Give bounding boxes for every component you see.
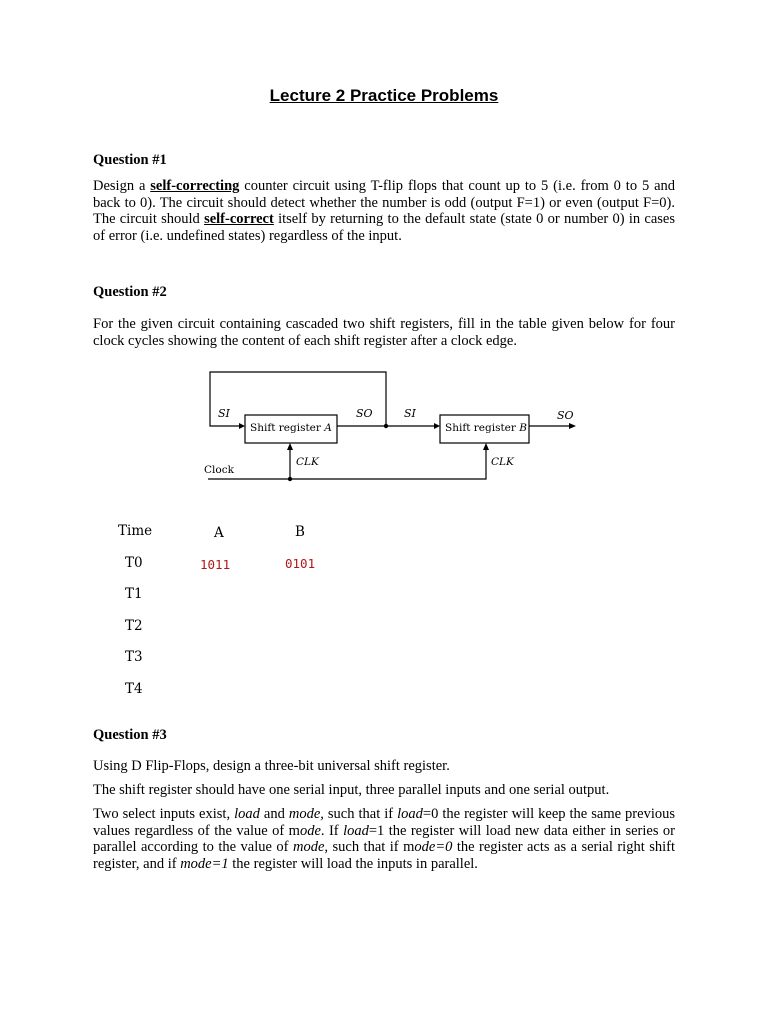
q3-text-part: . If [320, 822, 344, 839]
reg-b-name: B [519, 422, 527, 434]
arrow-b-input [434, 423, 440, 429]
question-2-text: For the given circuit containing cascaded two shift registers, fill in the table given below for four clock cycles showing the content of each shift register after a clock edge. [93, 316, 675, 349]
q3-term-load: load [397, 806, 423, 822]
shift-register-diagram [198, 364, 588, 488]
q3-term-mode-1: mode=1 [180, 855, 229, 872]
q3-text-part: the register will load the inputs in parallel. [228, 855, 478, 872]
reg-b-text: Shift register [445, 422, 516, 434]
q1-text-part: counter circuit using T-flip flops that count up to 5 (i.e. from 0 to 5 and back to 0). The circuit should detect whether the number is odd (output F=1) or even (output F=0). The circuit should [93, 178, 676, 227]
table-row-time: T2 [125, 618, 143, 634]
q3-text-part: such that if [323, 806, 398, 822]
q1-keyword-self-correcting: self-correcting [150, 178, 240, 194]
q3-term-mode: ode [299, 822, 321, 839]
q1-text-part: itself by returning to the default state (state 0 or number 0) in cases of error (i.e. undefined states) regardless of the input. [93, 211, 675, 244]
table-row-time: T1 [125, 586, 143, 602]
question-1-text [93, 178, 675, 244]
junction-dot [384, 424, 388, 428]
q1-text-part: Design a [93, 178, 151, 194]
q3-text-part: Two select inputs exist, [93, 806, 235, 822]
q3-term-mode: mode [292, 839, 325, 855]
reg-a-name: A [324, 422, 332, 434]
label-register-a [250, 422, 332, 434]
reg-a-text: Shift register [250, 422, 321, 434]
q3-term-mode: mode, [288, 806, 324, 822]
arrow-a-input [239, 423, 245, 429]
label-si-a: SI [218, 407, 230, 420]
table-row-time: T0 [125, 555, 143, 571]
arrow-clk-a [287, 443, 293, 450]
label-clk-a: CLK [296, 456, 319, 468]
table-cell-b: 0101 [285, 556, 316, 571]
q3-text-part: the register acts as a serial right shift register, and if [93, 839, 675, 872]
label-si-b: SI [404, 407, 416, 420]
label-register-b [445, 422, 527, 434]
q3-term-load: load [343, 822, 369, 839]
clock-junction-dot [288, 477, 292, 481]
q3-text-part: , such that if m [324, 839, 415, 855]
page-title: Lecture 2 Practice Problems [269, 86, 499, 105]
q1-keyword-self-correct: self-correct [204, 211, 274, 227]
table-header-a: A [214, 525, 224, 541]
question-3-paragraph-3 [93, 806, 675, 872]
question-3-paragraph-2: The shift register should have one serial input, three parallel inputs and one serial output. [93, 782, 610, 798]
arrow-clk-b [483, 443, 489, 450]
table-header-b: B [295, 524, 305, 540]
table-row-time: T4 [125, 681, 143, 697]
table-row-time: T3 [125, 649, 143, 665]
label-so-b: SO [557, 409, 574, 422]
label-clock: Clock [204, 464, 234, 476]
arrow-output [569, 423, 576, 429]
clock-wire [208, 448, 486, 479]
question-3-heading: Question #3 [93, 727, 167, 743]
q3-text-part: and [259, 806, 289, 822]
question-2-heading: Question #2 [93, 284, 167, 300]
table-cell-a: 1011 [200, 557, 231, 572]
label-so-a: SO [356, 407, 373, 420]
q3-text-part: =0 the register will keep the same previous values regardless of the value of m [93, 806, 675, 839]
question-1-heading: Question #1 [93, 152, 167, 168]
q3-term-mode-0: ode=0 [414, 839, 453, 855]
q3-text-part: =1 the register will load new data either in series or parallel according to the value of [93, 822, 675, 855]
table-header-time: Time [118, 523, 153, 539]
label-clk-b: CLK [491, 456, 514, 468]
question-3-paragraph-1: Using D Flip-Flops, design a three-bit universal shift register. [93, 758, 450, 774]
q3-term-load: load [234, 806, 260, 822]
